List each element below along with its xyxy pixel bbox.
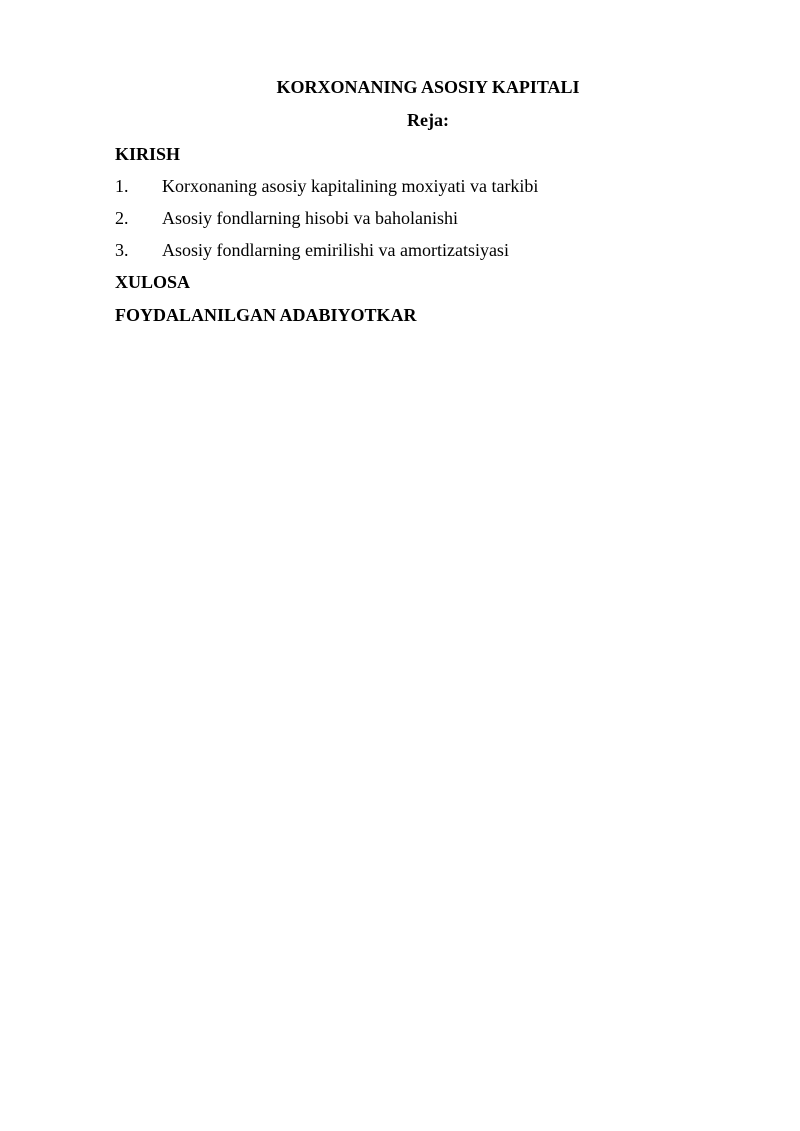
conclusion-heading: XULOSA: [115, 272, 191, 292]
plan-item-text: Korxonaning asosiy kapitalining moxiyati va tarkibi: [162, 176, 539, 196]
plan-item-1: [115, 175, 538, 197]
plan-item-number: 2.: [115, 208, 129, 228]
plan-item-number: 1.: [115, 176, 129, 196]
intro-heading: KIRISH: [115, 144, 181, 164]
plan-item-3: [115, 239, 509, 261]
plan-item-text: Asosiy fondlarning hisobi va baholanishi: [162, 208, 458, 228]
references-heading: FOYDALANILGAN ADABIYOTKAR: [115, 305, 417, 325]
plan-item-number: 3.: [115, 240, 129, 260]
plan-item-text: Asosiy fondlarning emirilishi va amortizatsiyasi: [162, 240, 509, 260]
plan-item-2: [115, 207, 458, 229]
document-title: KORXONANING ASOSIY KAPITALI: [276, 77, 580, 97]
plan-heading: Reja:: [407, 110, 449, 130]
